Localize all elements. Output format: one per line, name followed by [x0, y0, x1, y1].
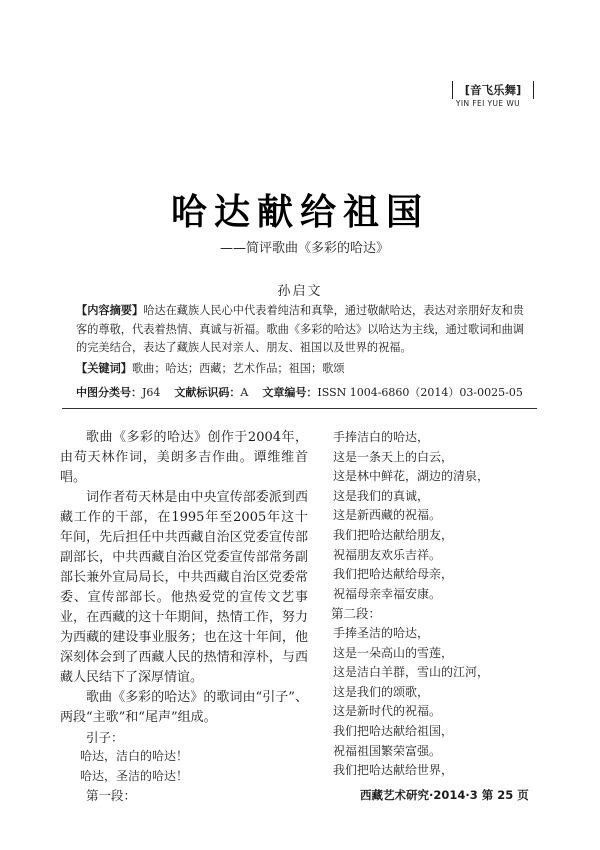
lyric-line: 手捧圣洁的哈达， — [333, 625, 430, 640]
article-title: 哈达献给祖国 — [170, 192, 429, 233]
left-column — [60, 428, 308, 805]
lyric-line: 我们把哈达献给世界， — [333, 763, 454, 778]
lyric-line: 这是我们的颂歌， — [333, 684, 430, 699]
lyric-line: 哈达，圣洁的哈达！ — [80, 768, 189, 783]
keywords-label: 【关键词】 — [76, 362, 132, 375]
lyric-line: 这是我们的真诚， — [333, 488, 430, 503]
lyric-line: 这是洁白羊群，雪山的江河， — [333, 665, 490, 680]
article-number-label: 文章编号： — [262, 386, 318, 399]
column-pinyin: YIN FEI YUE WU — [455, 99, 521, 108]
body-paragraph: 歌曲《多彩的哈达》创作于2004年，由苟天林作词，美朗多吉作曲。谭维维首唱。 — [60, 430, 308, 485]
lyric-line: 我们把哈达献给母亲， — [333, 567, 454, 582]
clc-label: 中图分类号： — [76, 386, 142, 399]
right-column — [333, 428, 543, 781]
abstract — [76, 302, 524, 358]
abstract-text: 哈达在藏族人民心中代表着纯洁和真挚，通过敬献哈达，表达对亲朋好友和贵客的尊敬，代表着热情、真诚与祈福。歌曲《多彩的哈达》以哈达为主线，通过歌词和曲调的完美结合，表达了藏族人民对亲人、朋友、祖国以及世界的祝福。 — [76, 304, 524, 354]
lyric-line: 我们把哈达献给祖国， — [333, 723, 454, 738]
section-divider — [62, 408, 537, 409]
lyric-line: 这是新时代的祝福。 — [333, 704, 442, 719]
lyric-line: 这是林中鲜花，湖边的清泉， — [333, 469, 490, 484]
lyric-line: 祝福朋友欢乐吉祥。 — [333, 547, 442, 562]
doc-code-value: A — [240, 386, 249, 399]
clc-value: J64 — [142, 386, 161, 399]
article-author: 孙启文 — [277, 284, 323, 299]
classification-meta — [76, 384, 526, 402]
page-footer: 西藏艺术研究·2014·3 第 25 页 — [360, 788, 529, 802]
body-paragraph: 歌曲《多彩的哈达》的歌词由“引子”、两段“主歌”和“尾声”组成。 — [60, 690, 308, 725]
lyric-line: 祝福母亲幸福安康。 — [333, 586, 442, 601]
lyric-line: 这是新西藏的祝福。 — [333, 508, 442, 523]
doc-code-label: 文献标识码： — [174, 386, 241, 399]
abstract-label: 【内容摘要】 — [76, 304, 144, 317]
article-number-value: ISSN 1004-6860（2014）03-0025-05 — [317, 386, 523, 399]
section2-label: 第二段： — [331, 606, 382, 622]
lyric-line: 这是一条天上的白云， — [333, 449, 454, 464]
keywords-text: 歌曲；哈达；西藏；艺术作品；祖国；歌颂 — [131, 362, 345, 375]
lyric-line: 哈达，洁白的哈达！ — [80, 749, 189, 763]
column-badge: [音飞乐舞] — [452, 81, 534, 99]
body-paragraph: 词作者苟天林是由中央宣传部委派到西藏工作的干部，在1995年至2005年这十年间，先后担任中共西藏自治区党委宣传部副部长，中共西藏自治区党委宣传部常务副部长兼外宣局局长，中共西藏自治区党委常委、宣传部部长。他热爱党的宣传文艺事业，在西藏的这十年期间，热情工作，努力为西藏的建设事业服务；也在这十年间，他深刻体会到了西藏人民的热情和淳朴，与西藏人民结下了深厚情谊。 — [60, 490, 308, 685]
intro-label: 引子： — [86, 730, 124, 745]
lyric-line: 手捧洁白的哈达， — [333, 430, 430, 444]
article-subtitle: ——简评歌曲《多彩的哈达》 — [220, 241, 390, 256]
lyric-line: 我们把哈达献给朋友， — [333, 527, 454, 542]
section1-label: 第一段： — [86, 788, 137, 803]
lyric-line: 祝福祖国繁荣富强。 — [333, 743, 442, 758]
keywords — [76, 360, 524, 378]
lyric-line: 这是一朵高山的雪莲， — [333, 645, 454, 660]
